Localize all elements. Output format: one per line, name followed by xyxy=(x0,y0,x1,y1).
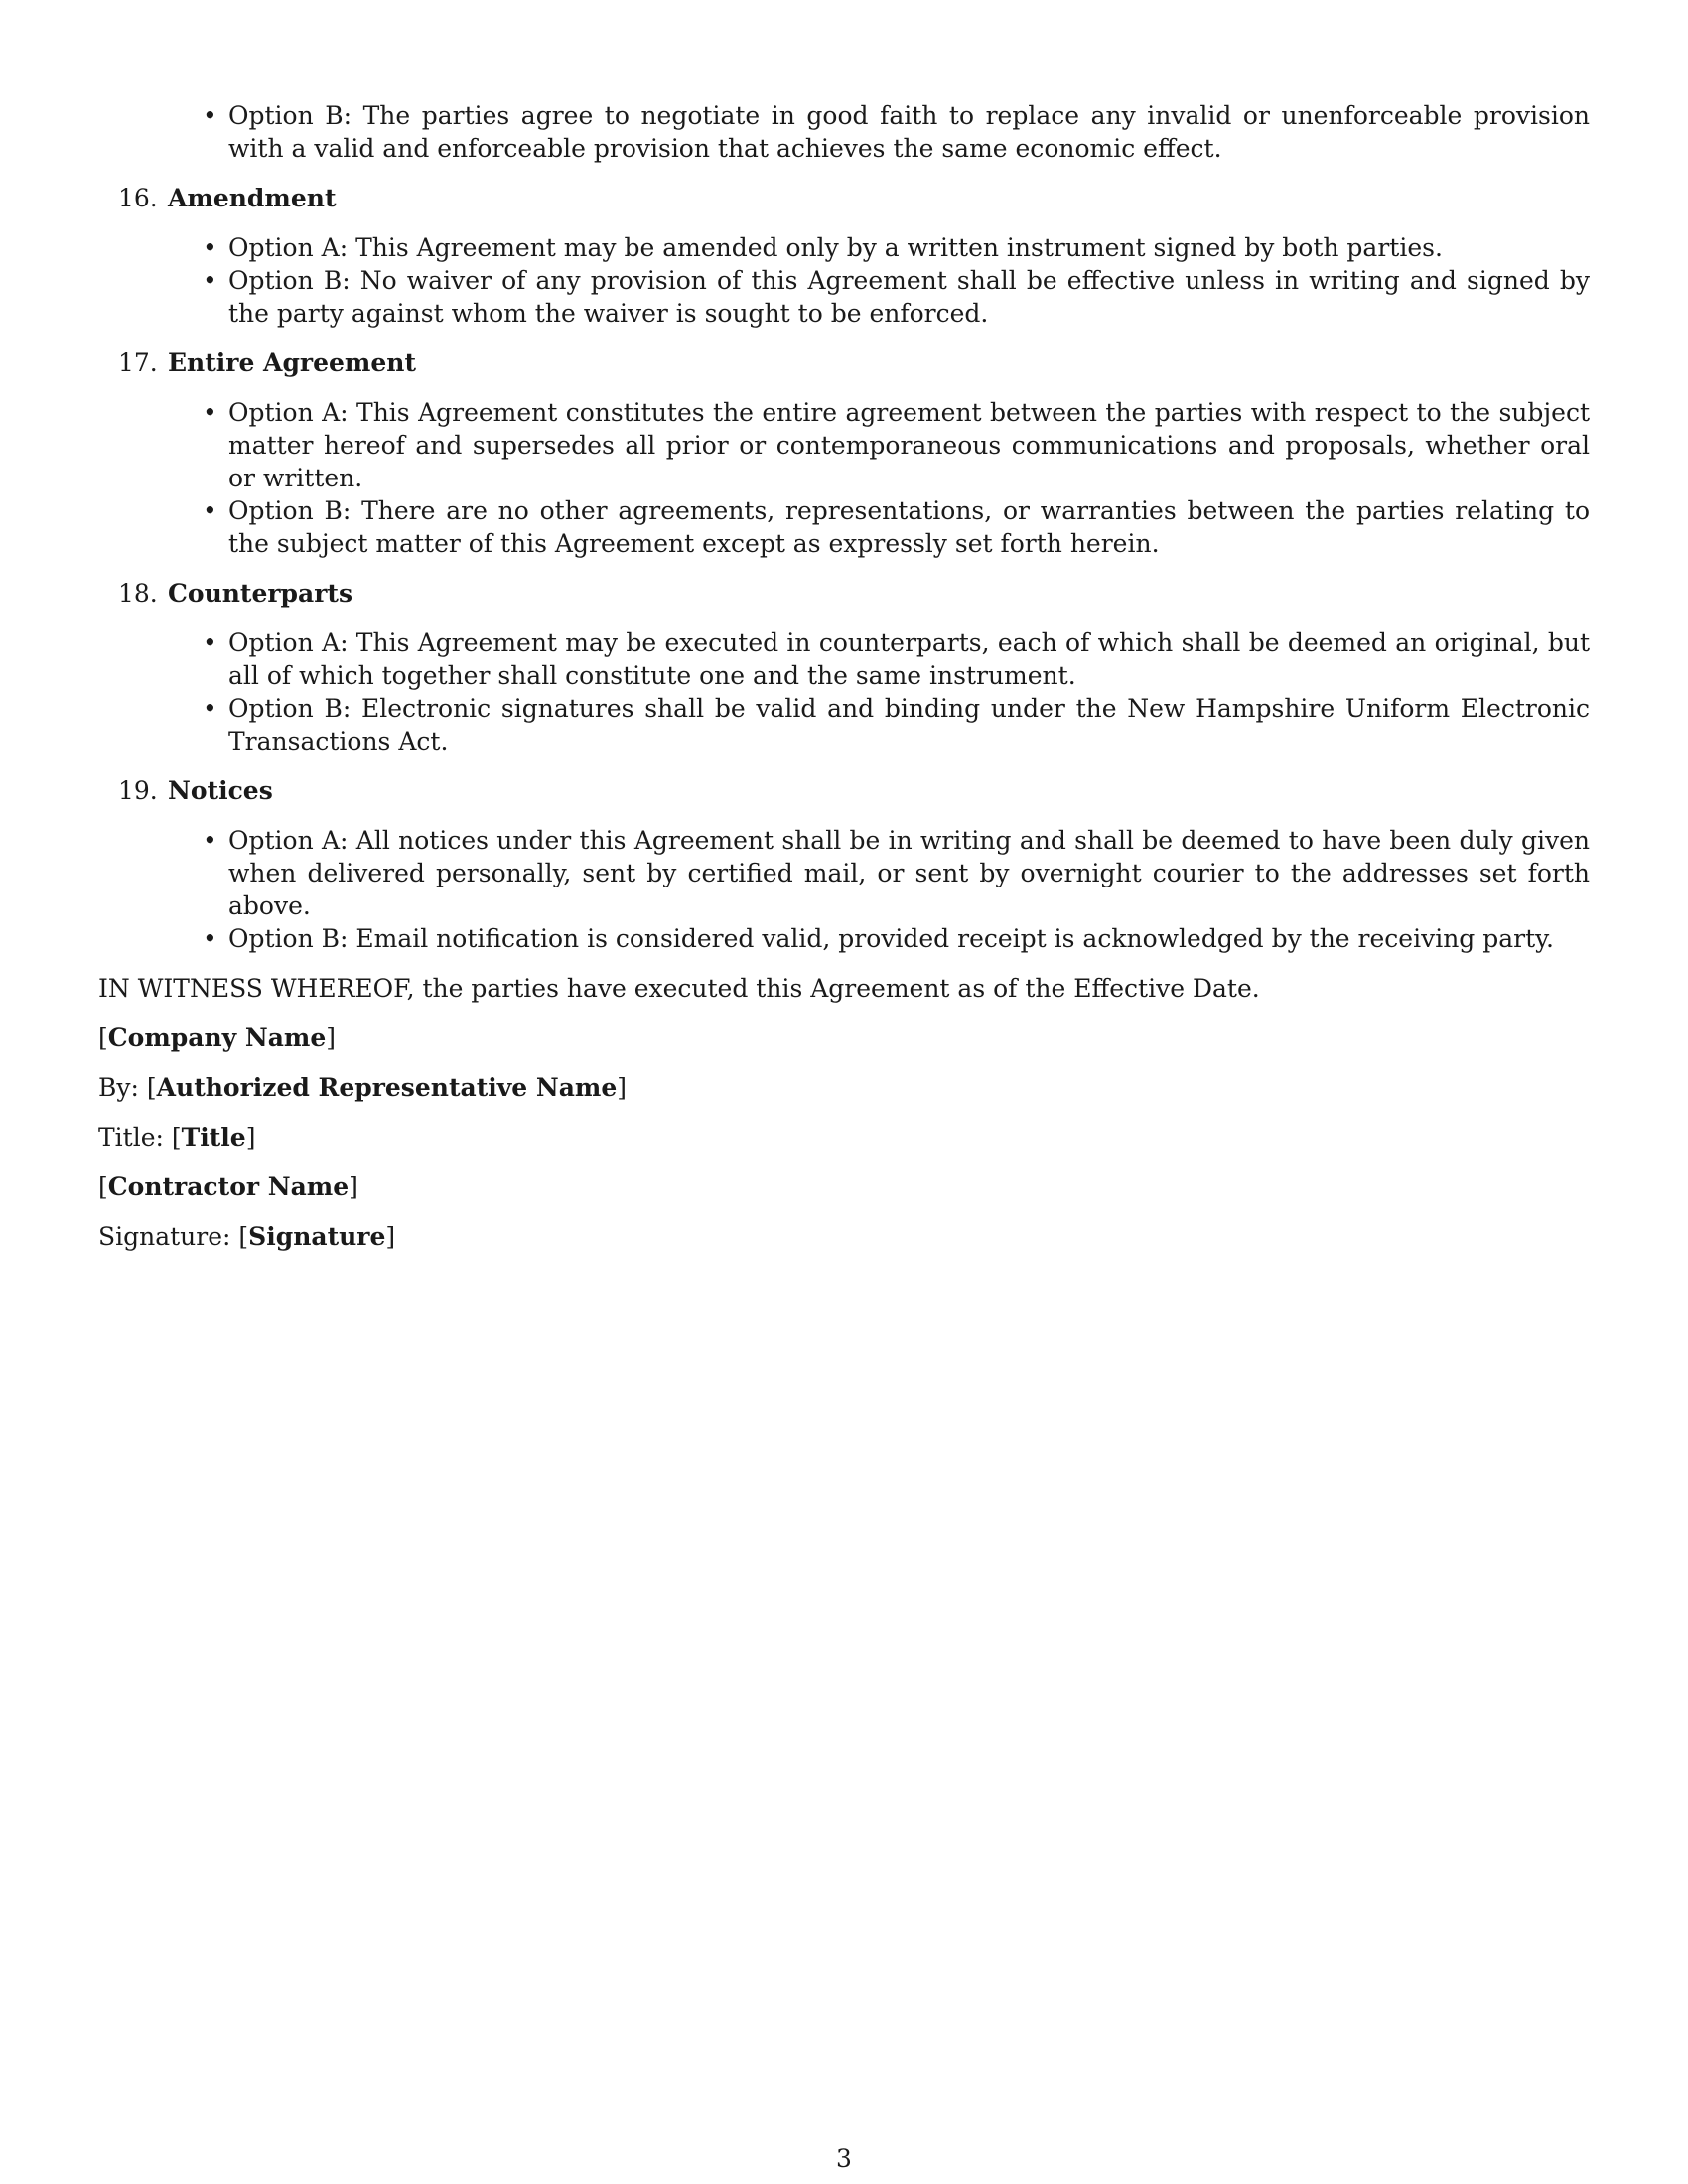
section-title: Counterparts xyxy=(168,579,353,608)
representative-placeholder: Authorized Representative Name xyxy=(156,1073,618,1102)
signature-placeholder: Signature xyxy=(248,1222,386,1251)
option-item: • Option B: The parties agree to negotiate in good faith to replace any invalid or unenforceable provision with a valid and enforceable provision that achieves the same economic effect. xyxy=(228,99,1590,165)
option-item: • Option A: This Agreement may be amended only by a written instrument signed by both parties. xyxy=(228,231,1590,264)
section-number: 17. xyxy=(118,348,158,377)
section-counterparts xyxy=(98,577,1590,757)
option-item: • Option B: There are no other agreements, representations, or warranties between the parties relating to the subject matter of this Agreement except as expressly set forth herein. xyxy=(228,494,1590,560)
section-notices xyxy=(98,774,1590,955)
section-number: 19. xyxy=(118,776,158,805)
option-item: • Option B: Email notification is considered valid, provided receipt is acknowledged by the receiving party. xyxy=(228,922,1590,955)
section-entire-agreement xyxy=(98,346,1590,560)
option-item: • Option A: All notices under this Agreement shall be in writing and shall be deemed to have been duly given when delivered personally, sent by certified mail, or sent by overnight courier to the addresses set forth above. xyxy=(228,824,1590,922)
witness-statement: IN WITNESS WHEREOF, the parties have executed this Agreement as of the Effective Date. xyxy=(98,974,1260,1003)
company-name-line: [Company Name] xyxy=(98,1024,337,1052)
option-item: • Option B: No waiver of any provision of this Agreement shall be effective unless in writing and signed by the party against whom the waiver is sought to be enforced. xyxy=(228,264,1590,330)
section-title: Entire Agreement xyxy=(168,348,416,377)
title-placeholder: Title xyxy=(181,1123,246,1152)
section-heading xyxy=(98,182,1590,214)
section-title: Notices xyxy=(168,776,273,805)
company-name-placeholder: Company Name xyxy=(107,1024,327,1052)
signature-block xyxy=(98,972,1590,1253)
contractor-name-placeholder: Contractor Name xyxy=(107,1172,350,1201)
section-amendment xyxy=(98,182,1590,330)
section-heading xyxy=(98,346,1590,379)
section-number: 16. xyxy=(118,184,158,212)
title-label: Title: xyxy=(98,1123,164,1152)
page-number: 3 xyxy=(836,2144,852,2173)
title-line: Title: [Title] xyxy=(98,1123,256,1152)
section-title: Amendment xyxy=(168,184,337,212)
option-item: • Option A: This Agreement may be executed in counterparts, each of which shall be deemed an original, but all of which together shall constitute one and the same instrument. xyxy=(228,626,1590,692)
continued-option-list xyxy=(98,99,1590,165)
option-item: • Option A: This Agreement constitutes the entire agreement between the parties with respect to the subject matter hereof and supersedes all prior or contemporaneous communications and proposals, whether oral or written. xyxy=(228,396,1590,494)
contractor-name-line: [Contractor Name] xyxy=(98,1172,358,1201)
option-item: • Option B: Electronic signatures shall be valid and binding under the New Hampshire Uniform Electronic Transactions Act. xyxy=(228,692,1590,757)
signature-line: Signature: [Signature] xyxy=(98,1222,396,1251)
option-list xyxy=(98,626,1590,757)
by-label: By: xyxy=(98,1073,139,1102)
section-heading xyxy=(98,774,1590,807)
signature-label: Signature: xyxy=(98,1222,231,1251)
document-page xyxy=(98,99,1590,1270)
representative-line: By: [Authorized Representative Name] xyxy=(98,1073,628,1102)
option-list xyxy=(98,824,1590,955)
section-number: 18. xyxy=(118,579,158,608)
section-heading xyxy=(98,577,1590,610)
option-list xyxy=(98,231,1590,330)
option-list xyxy=(98,396,1590,560)
